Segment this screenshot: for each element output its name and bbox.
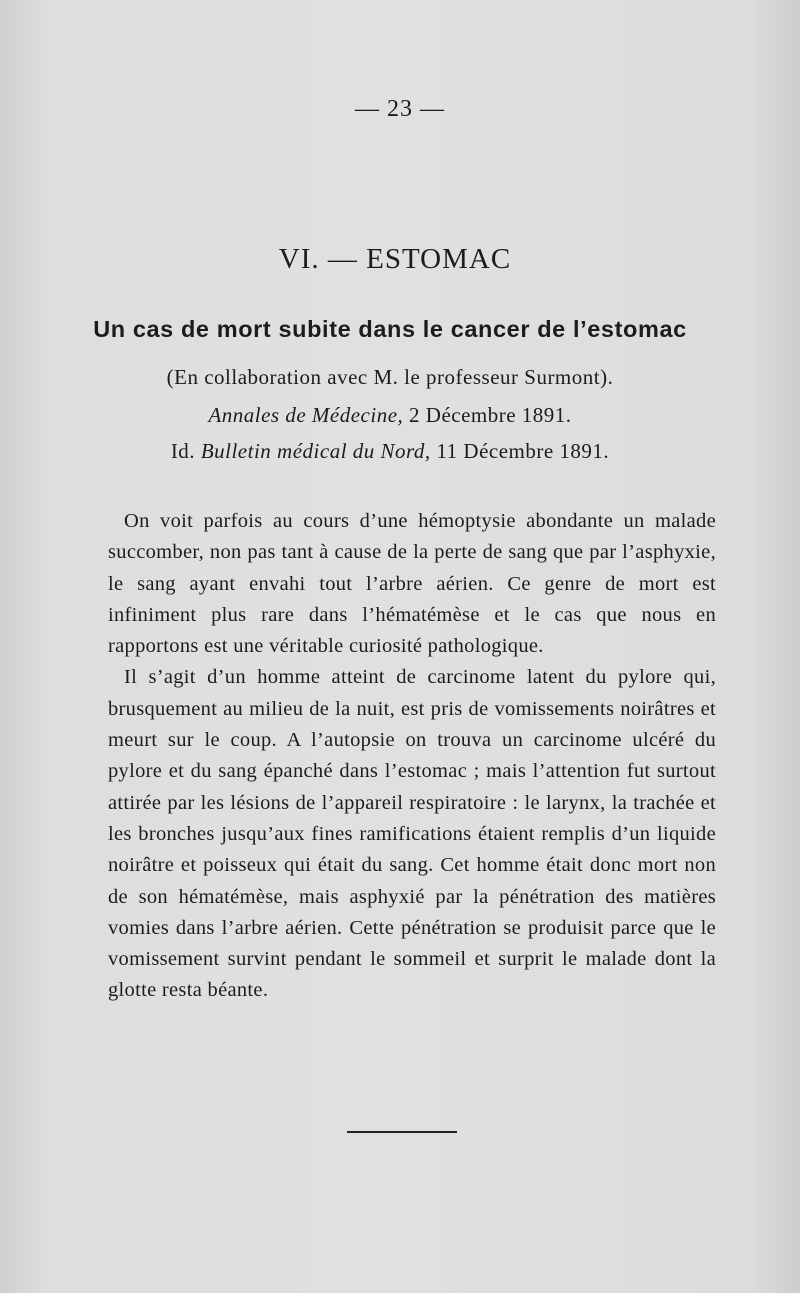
article-title: Un cas de mort subite dans le cancer de l’estomac <box>93 316 687 342</box>
reference-bulletin-journal: Bulletin médical du Nord, <box>200 439 431 463</box>
collaboration-line: (En collaboration avec M. le professeur Surmont). <box>166 365 614 389</box>
reference-annales-journal: Annales de Médecine, <box>208 403 404 427</box>
reference-annales <box>0 403 780 428</box>
section-title: VI. — ESTOMAC <box>278 243 512 275</box>
reference-bulletin-prefix: Id. <box>170 439 201 463</box>
body-text <box>108 506 716 1007</box>
paragraph: On voit parfois au cours d’une hémoptysie abondante un malade succomber, non pas tant à cause de la perte de sang que par l’asphyxie, le sang ayant envahi tout l’arbre aérien. Ce genre de mort est infiniment plus rare dans l’hématémèse et le cas que nous en rapportons est une véritable curiosité pathologique. <box>108 510 716 658</box>
paragraph: Il s’agit d’un homme atteint de carcinome latent du pylore qui, brusquement au milieu de la nuit, est pris de vomissements noirâtres et meurt sur le coup. A l’autopsie on trouva un carcinome ulcéré du pylore et du sang épanché dans l’estomac ; mais l’attention fut surtout attirée par les lésions de l’appareil respiratoire : le larynx, la trachée et les bronches jusqu’aux fines ramifications étaient remplis d’un liquide noirâtre et poisseux qui était du sang. Cet homme était donc mort non de son hématémèse, mais asphyxié par la pénétration des matières vomies dans l’arbre aérien. Cette pénétration se produisit parce que le vomissement survint pendant le sommeil et surprit le malade dont la glotte resta béante. <box>108 666 716 1002</box>
reference-bulletin <box>0 439 780 464</box>
reference-annales-date: 2 Décembre 1891. <box>403 403 572 427</box>
page-number: — 23 — <box>355 96 445 122</box>
reference-bulletin-date: 11 Décembre 1891. <box>430 439 610 463</box>
closing-rule <box>347 1131 457 1133</box>
